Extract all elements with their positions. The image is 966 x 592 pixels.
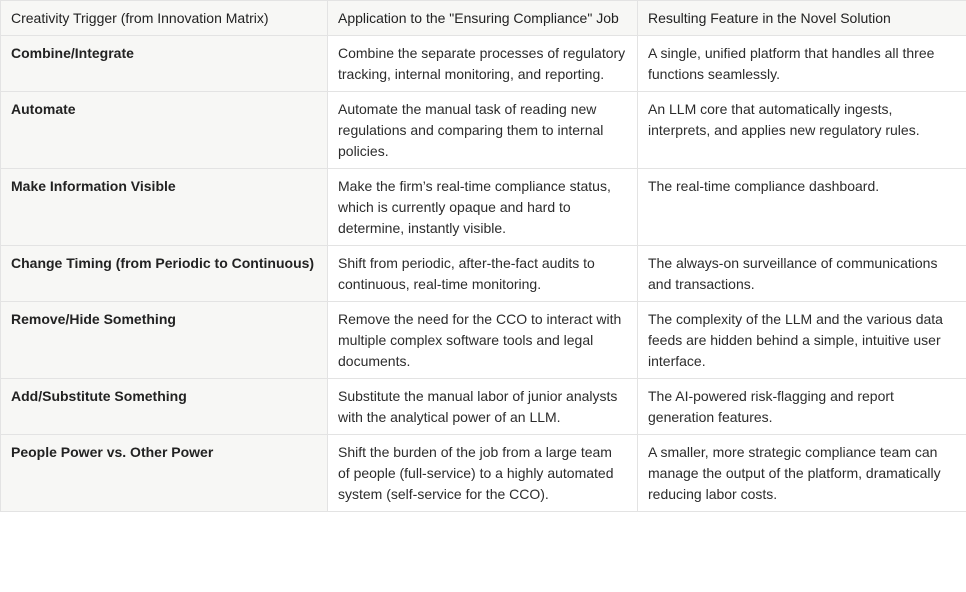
- table-row: [1, 379, 966, 435]
- feature-cell: An LLM core that automatically ingests, interprets, and applies new regulatory rules.: [638, 92, 966, 169]
- table-row: [1, 36, 966, 92]
- table-row: [1, 92, 966, 169]
- feature-cell: A single, unified platform that handles all three functions seamlessly.: [638, 36, 966, 92]
- application-cell: Make the firm’s real-time compliance status, which is currently opaque and hard to determine, instantly visible.: [328, 169, 638, 246]
- application-cell: Shift from periodic, after-the-fact audits to continuous, real-time monitoring.: [328, 246, 638, 302]
- trigger-cell: People Power vs. Other Power: [1, 435, 328, 512]
- table-row: [1, 169, 966, 246]
- trigger-cell: Automate: [1, 92, 328, 169]
- feature-cell: The always-on surveillance of communications and transactions.: [638, 246, 966, 302]
- feature-cell: The complexity of the LLM and the various data feeds are hidden behind a simple, intuitive user interface.: [638, 302, 966, 379]
- feature-cell: The real-time compliance dashboard.: [638, 169, 966, 246]
- table-row: [1, 435, 966, 512]
- trigger-cell: Add/Substitute Something: [1, 379, 328, 435]
- trigger-cell: Combine/Integrate: [1, 36, 328, 92]
- feature-cell: A smaller, more strategic compliance team can manage the output of the platform, dramatically reducing labor costs.: [638, 435, 966, 512]
- trigger-cell: Change Timing (from Periodic to Continuous): [1, 246, 328, 302]
- application-cell: Shift the burden of the job from a large team of people (full-service) to a highly automated system (self-service for the CCO).: [328, 435, 638, 512]
- application-cell: Automate the manual task of reading new regulations and comparing them to internal policies.: [328, 92, 638, 169]
- application-cell: Substitute the manual labor of junior analysts with the analytical power of an LLM.: [328, 379, 638, 435]
- trigger-cell: Make Information Visible: [1, 169, 328, 246]
- trigger-cell: Remove/Hide Something: [1, 302, 328, 379]
- table-header: [1, 1, 966, 36]
- table-row: [1, 302, 966, 379]
- application-cell: Remove the need for the CCO to interact with multiple complex software tools and legal documents.: [328, 302, 638, 379]
- header-creativity-trigger: Creativity Trigger (from Innovation Matrix): [1, 1, 328, 36]
- table-row: [1, 246, 966, 302]
- table-body: [1, 36, 966, 512]
- header-application: Application to the "Ensuring Compliance" Job: [328, 1, 638, 36]
- header-row: [1, 1, 966, 36]
- application-cell: Combine the separate processes of regulatory tracking, internal monitoring, and reporting.: [328, 36, 638, 92]
- feature-cell: The AI-powered risk-flagging and report generation features.: [638, 379, 966, 435]
- header-resulting-feature: Resulting Feature in the Novel Solution: [638, 1, 966, 36]
